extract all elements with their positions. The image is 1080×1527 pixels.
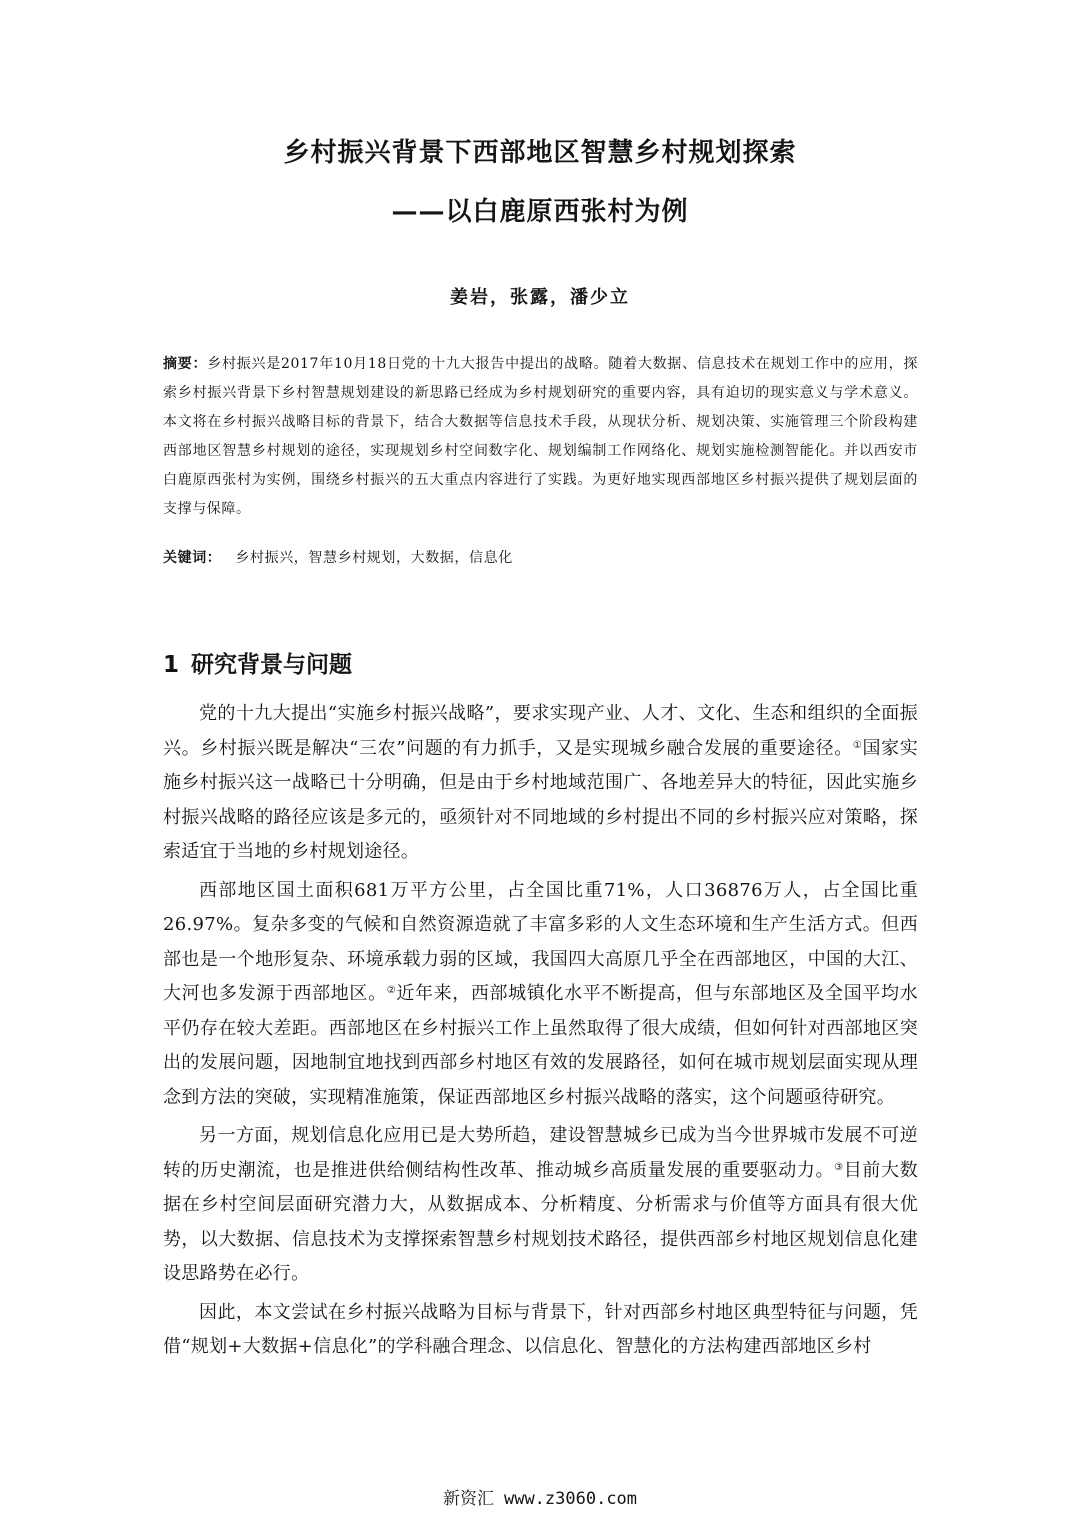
footer-watermark <box>0 1484 1080 1509</box>
paper-subtitle: ——以白鹿原西张村为例 <box>391 197 689 227</box>
paragraph-3-text-b: 目前大数据在乡村空间层面研究潜力大，从数据成本、分析精度、分析需求与价值等方面具有很大优势，以大数据、信息技术为支撑探索智慧乡村规划技术路径，提供西部乡村地区规划信息化建设思路势在必行。 <box>163 1159 919 1284</box>
paragraph-1-text-a: 党的十九大提出“实施乡村振兴战略”，要求实现产业、人才、文化、生态和组织的全面振兴。乡村振兴既是解决“三农”问题的有力抓手，又是实现城乡融合发展的重要途径。 <box>163 703 918 759</box>
section-number: 1 <box>163 652 180 678</box>
authors: 姜岩，张露，潘少立 <box>450 287 630 308</box>
keywords-label: 关键词： <box>163 550 222 566</box>
footer-url[interactable]: www.z3060.com <box>503 1489 638 1509</box>
footnote-ref-3[interactable]: ③ <box>834 1161 844 1173</box>
paper-title: 乡村振兴背景下西部地区智慧乡村规划探索 <box>283 138 797 168</box>
section-title: 研究背景与问题 <box>191 652 353 678</box>
footnote-ref-2[interactable]: ② <box>386 985 397 996</box>
paragraph-2-text-b: 近年来，西部城镇化水平不断提高，但与东部地区及全国平均水平仍存在较大差距。西部地区在乡村振兴工作上虽然取得了很大成绩，但如何针对西部地区突出的发展问题，因地制宜地找到西部乡村地区有效的发展路径，如何在城市规划层面实现从理念到方法的突破，实现精准施策，保证西部地区乡村振兴战略的落实，这个问题亟待研究。 <box>163 983 918 1108</box>
section-body <box>163 697 918 1365</box>
footer-site-name: 新资汇 <box>442 1489 494 1509</box>
keywords <box>163 544 918 573</box>
paragraph-2 <box>163 874 918 1116</box>
abstract <box>163 350 918 524</box>
paragraph-3-text-a: 另一方面，规划信息化应用已是大势所趋，建设智慧城乡已成为当今世界城市发展不可逆转的历史潮流，也是推进供给侧结构性改革、推动城乡高质量发展的重要驱动力。 <box>163 1125 918 1181</box>
abstract-label: 摘要： <box>163 356 208 372</box>
paragraph-3 <box>163 1119 918 1292</box>
paragraph-4: 因此，本文尝试在乡村振兴战略为目标与背景下，针对西部乡村地区典型特征与问题，凭借“规划+大数据+信息化”的学科融合理念、以信息化、智慧化的方法构建西部地区乡村 <box>163 1301 918 1357</box>
section-heading <box>163 646 352 679</box>
paragraph-1 <box>163 697 918 870</box>
paragraph-1-text-b: 国家实施乡村振兴这一战略已十分明确，但是由于乡村地域范围广、各地差异大的特征，因此实施乡村振兴战略的路径应该是多元的，亟须针对不同地域的乡村提出不同的乡村振兴应对策略，探索适宜于当地的乡村规划途径。 <box>163 737 919 862</box>
keywords-text: 乡村振兴，智慧乡村规划，大数据，信息化 <box>235 550 513 566</box>
footnote-ref-1[interactable]: ① <box>852 739 863 751</box>
paragraph-2-text-a: 西部地区国土面积681万平方公里，占全国比重71%，人口36876万人，占全国比重26.97%。复杂多变的气候和自然资源造就了丰富多彩的人文生态环境和生产生活方式。但西部也是一个地形复杂、环境承载力弱的区域，我国四大高原几乎全在西部地区，中国的大江、大河也多发源于西部地区。 <box>163 879 918 1004</box>
abstract-text: 乡村振兴是2017年10月18日党的十九大报告中提出的战略。随着大数据、信息技术在规划工作中的应用，探索乡村振兴背景下乡村智慧规划建设的新思路已经成为乡村规划研究的重要内容，具有迫切的现实意义与学术意义。本文将在乡村振兴战略目标的背景下，结合大数据等信息技术手段，从现状分析、规划决策、实施管理三个阶段构建西部地区智慧乡村规划的途径，实现规划乡村空间数字化、规划编制工作网络化、规划实施检测智能化。并以西安市白鹿原西张村为实例，围绕乡村振兴的五大重点内容进行了实践。为更好地实现西部地区乡村振兴提供了规划层面的支撑与保障。 <box>163 356 918 517</box>
